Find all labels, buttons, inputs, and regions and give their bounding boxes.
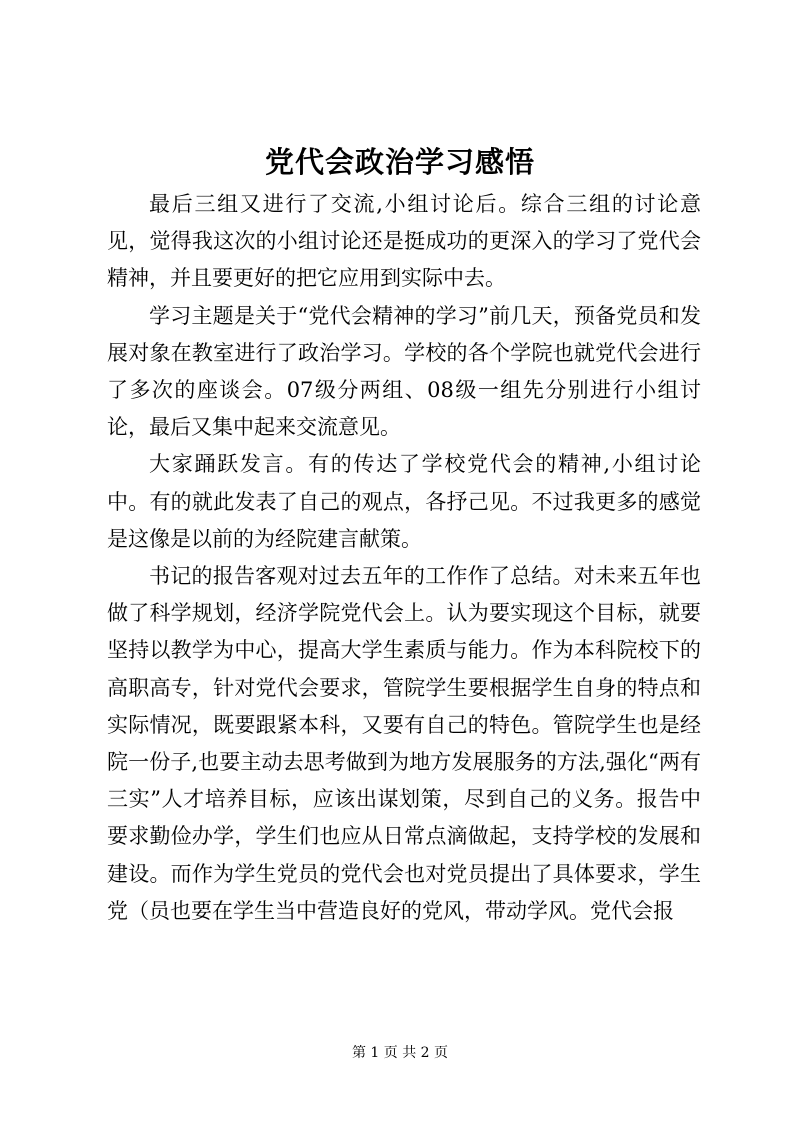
paragraph-1: 最后三组又进行了交流,小组讨论后。综合三组的讨论意见，觉得我这次的小组讨论还是挺成功的更深入的学习了党代会精神，并且要更好的把它应用到实际中去。 — [107, 192, 701, 291]
document-body — [107, 186, 701, 930]
paragraph-3: 大家踊跃发言。有的传达了学校党代会的精神,小组讨论中。有的就此发表了自己的观点，各抒己见。不过我更多的感觉是这像是以前的为经院建言献策。 — [107, 452, 701, 551]
document-title: 党代会政治学习感悟 — [264, 145, 535, 179]
paragraph-2: 学习主题是关于“党代会精神的学习”前几天，预备党员和发展对象在教室进行了政治学习。学校的各个学院也就党代会进行了多次的座谈会。07级分两组、08级一组先分别进行小组讨论，最后又集中起来交流意见。 — [107, 303, 701, 440]
page-number-footer: 第 1 页 共 2 页 — [351, 1045, 449, 1061]
paragraph-4: 书记的报告客观对过去五年的工作作了总结。对未来五年也做了科学规划，经济学院党代会上。认为要实现这个目标，就要坚持以教学为中心，提高大学生素质与能力。作为本科院校下的高职高专，针对党代会要求，管院学生要根据学生自身的特点和实际情况，既要跟紧本科，又要有自己的特色。管院学生也是经院一份子,也要主动去思考做到为地方发展服务的方法,强化“两有三实”人才培养目标，应该出谋划策，尽到自己的义务。报告中要求勤俭办学，学生们也应从日常点滴做起，支持学校的发展和建设。而作为学生党员的党代会也对党员提出了具体要求，学生党（员也要在学生当中营造良好的党风，带动学风。党代会报 — [107, 564, 701, 923]
